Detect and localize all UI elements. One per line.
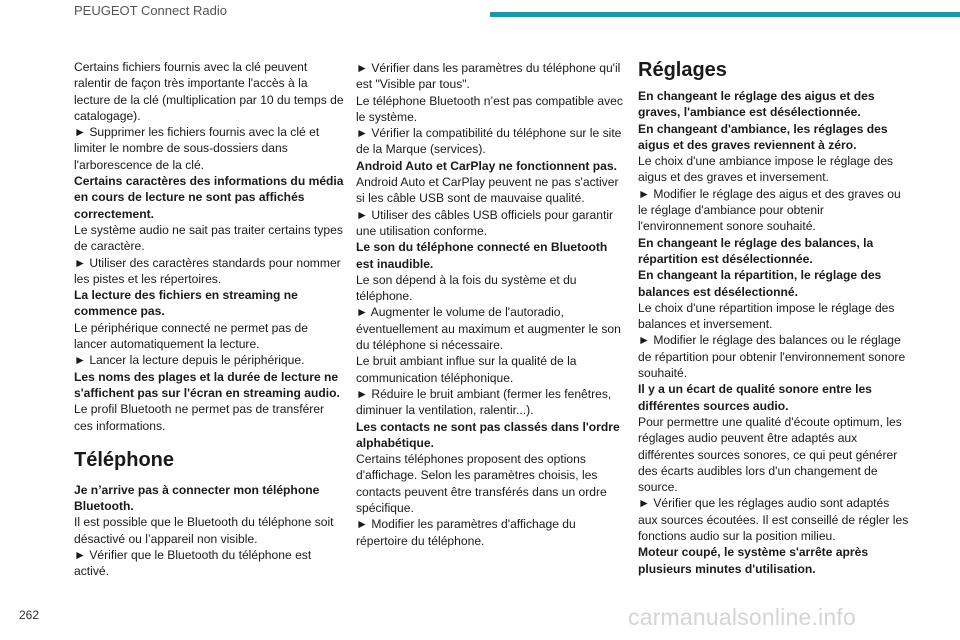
bold-paragraph: Le son du téléphone connecté en Bluetooth est inaudible. bbox=[356, 240, 608, 271]
paragraph: ► Augmenter le volume de l'autoradio, éventuellement au maximum et augmenter le son du téléphone si nécessaire. bbox=[356, 305, 621, 353]
bold-paragraph: Je n’arrive pas à connecter mon téléphone Bluetooth. bbox=[74, 482, 320, 514]
paragraph: ► Supprimer les fichiers fournis avec la clé et limiter le nombre de sous-dossiers dans l'arborescence de la clé. bbox=[74, 125, 320, 172]
paragraph: ► Vérifier la compatibilité du téléphone sur le site de la Marque (services). bbox=[356, 126, 622, 157]
paragraph: Pour permettre une qualité d'écoute optimum, les réglages audio peuvent être adaptés aux différentes sources sonores, ce qui peut générer des écarts audibles lors d'un changement de source. bbox=[638, 414, 902, 495]
bold-paragraph: Les noms des plages et la durée de lecture ne s'affichent pas sur l'écran en streaming audio. bbox=[74, 369, 340, 400]
section-heading: Réglages bbox=[638, 59, 727, 81]
paragraph: ► Lancer la lecture depuis le périphérique. bbox=[74, 353, 305, 368]
paragraph: Le système audio ne sait pas traiter certains types de caractère. bbox=[74, 222, 343, 254]
column-left bbox=[74, 59, 344, 580]
column-right bbox=[638, 58, 910, 577]
bold-paragraph: Il y a un écart de qualité sonore entre les différentes sources audio. bbox=[638, 382, 872, 413]
column-middle bbox=[356, 60, 626, 549]
paragraph: ► Vérifier dans les paramètres du téléphone qu'il est "Visible par tous". bbox=[356, 61, 621, 92]
paragraph: ► Modifier le réglage des balances ou le réglage de répartition pour obtenir l'environnement sonore souhaité. bbox=[638, 333, 906, 381]
paragraph: ► Utiliser des câbles USB officiels pour garantir une utilisation conforme. bbox=[356, 207, 614, 238]
bold-paragraph: En changeant d'ambiance, les réglages des aigus et des graves reviennent à zéro. bbox=[638, 121, 888, 152]
page-number: 262 bbox=[19, 608, 40, 622]
paragraph: Le téléphone Bluetooth n’est pas compatible avec le système. bbox=[356, 93, 623, 124]
section-heading: Téléphone bbox=[74, 448, 175, 471]
bold-paragraph: En changeant la répartition, le réglage des balances est désélectionné. bbox=[638, 268, 882, 299]
paragraph: ► Modifier le réglage des aigus et des graves ou le réglage d'ambiance pour obtenir l'environnement sonore souhaité. bbox=[638, 186, 901, 234]
paragraph: ► Vérifier que le Bluetooth du téléphone est activé. bbox=[74, 548, 312, 579]
paragraph: Il est possible que le Bluetooth du téléphone soit désactivé ou l’appareil non visible. bbox=[74, 515, 334, 546]
paragraph: Le profil Bluetooth ne permet pas de transférer ces informations. bbox=[74, 402, 325, 433]
paragraph: ► Vérifier que les réglages audio sont adaptés aux sources écoutées. Il est conseillé de régler les fonctions audio sur la position milieu. bbox=[638, 496, 909, 544]
paragraph: Le son dépend à la fois du système et du téléphone. bbox=[356, 272, 577, 304]
paragraph: Certains téléphones proposent des options d'affichage. Selon les paramètres choisis, les contacts peuvent être transférés dans un ordre spécifique. bbox=[356, 452, 607, 516]
bold-paragraph: Moteur coupé, le système s'arrête après plusieurs minutes d'utilisation. bbox=[638, 545, 869, 576]
paragraph: Le choix d'une répartition impose le réglage des balances et inversement. bbox=[638, 300, 895, 332]
paragraph: ► Utiliser des caractères standards pour nommer les pistes et les répertoires. bbox=[74, 255, 341, 286]
paragraph: Le bruit ambiant influe sur la qualité de la communication téléphonique. bbox=[356, 354, 577, 385]
bold-paragraph: Android Auto et CarPlay ne fonctionnent pas. bbox=[356, 158, 617, 173]
bold-paragraph: La lecture des fichiers en streaming ne commence pas. bbox=[74, 288, 298, 319]
paragraph: Le choix d'une ambiance impose le réglage des aigus et des graves et inversement. bbox=[638, 154, 894, 185]
header-title: PEUGEOT Connect Radio bbox=[74, 3, 227, 18]
paragraph: Certains fichiers fournis avec la clé peuvent ralentir de façon très importante l'accès à la lecture de la clé (multiplication par 10 du temps de catalogage). bbox=[74, 60, 344, 123]
bold-paragraph: En changeant le réglage des balances, la répartition est désélectionnée. bbox=[638, 235, 874, 266]
header-accent-bar bbox=[490, 12, 960, 17]
bold-paragraph: Les contacts ne sont pas classés dans l'ordre alphabétique. bbox=[356, 419, 620, 450]
paragraph: ► Réduire le bruit ambiant (fermer les fenêtres, diminuer la ventilation, ralentir...). bbox=[356, 386, 612, 418]
paragraph: Android Auto et CarPlay peuvent ne pas s'activer si les câble USB sont de mauvaise qualité. bbox=[356, 175, 619, 206]
bold-paragraph: En changeant le réglage des aigus et des graves, l'ambiance est désélectionnée. bbox=[638, 89, 875, 120]
watermark: carmanualsonline.info bbox=[628, 604, 856, 630]
paragraph: Le périphérique connecté ne permet pas de lancer automatiquement la lecture. bbox=[74, 320, 308, 352]
bold-paragraph: Certains caractères des informations du média en cours de lecture ne sont pas affichés correctement. bbox=[74, 174, 344, 221]
paragraph: ► Modifier les paramètres d'affichage du répertoire du téléphone. bbox=[356, 517, 576, 548]
